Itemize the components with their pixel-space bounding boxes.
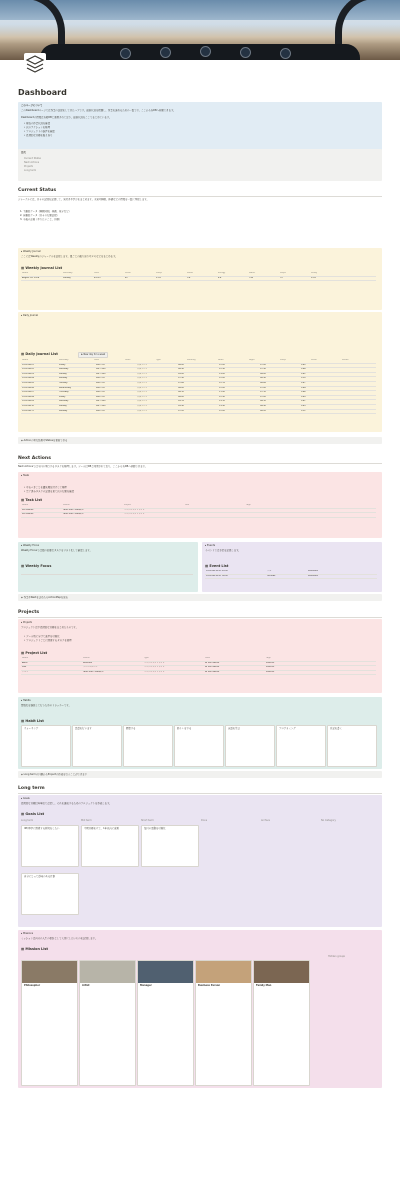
page-title: Dashboard [18, 88, 67, 97]
habit-list-db-title[interactable]: ▦ Habit List [21, 719, 44, 723]
cell: Friday [59, 363, 66, 366]
divider [21, 574, 193, 575]
board-column-header[interactable]: Short term [141, 819, 154, 822]
cell: 0.44 [301, 386, 306, 389]
col-header[interactable]: Energy [218, 272, 226, 274]
task-table [21, 504, 376, 518]
cover-image [0, 0, 400, 60]
board-column-header[interactable]: Done [201, 819, 208, 822]
cell: 07:00 [260, 363, 266, 366]
col-header[interactable]: Weekday [63, 272, 73, 274]
habit-card-title: 英語を学ぶ [228, 727, 240, 730]
daily-journal-callout [18, 312, 382, 432]
cell: Sunday [59, 372, 67, 375]
divider [18, 196, 382, 197]
goal-card-title: 中期目標を立て、1年以内に成果 [84, 827, 119, 830]
col-header[interactable]: Type [156, 359, 161, 361]
cell: 日次ライフ [137, 391, 148, 394]
cell: Sat / Sun [96, 400, 106, 403]
cell: Monday [59, 409, 68, 412]
mission-card-title: Family Man [256, 984, 272, 987]
weekly-journal-callout [18, 248, 382, 310]
col-header[interactable]: Tags [246, 504, 251, 506]
task-list-db-title[interactable]: ▦ Task List [21, 498, 42, 502]
about-intro: このDashboardページでは作業の記録をしてきたハブです。最新状況を把握し、作業を進めるための一覧です。ここから各DBへ移動できます。 [21, 109, 176, 112]
section-heading-projects: Projects [18, 610, 40, 615]
habit-card[interactable] [72, 725, 122, 767]
cell: 2025/08/16 Fri 09:00 [206, 570, 228, 572]
mission-card[interactable] [137, 960, 194, 1086]
goal-card[interactable] [21, 873, 79, 915]
cell: 09:00 [178, 372, 184, 375]
status-callout-text: ◈ Actionの実行結果やStatusを更新できる [21, 438, 68, 442]
mission-cover-image [196, 961, 251, 983]
cell: 日次ライフ [137, 368, 148, 371]
cell: 97/4 [311, 276, 316, 279]
col-header[interactable]: Score [311, 359, 317, 361]
cell: 2025/08/10 [22, 404, 34, 407]
cell: Mon / Fri [96, 386, 105, 389]
board-column-header[interactable]: Long term [21, 819, 34, 822]
toc-link-long-term[interactable]: Long term [24, 169, 37, 172]
cell: 8.4 [218, 276, 222, 279]
cell: Mon / Fri [96, 381, 105, 384]
cell: 予定 [267, 570, 272, 572]
cell: 日次ライフ [137, 372, 148, 375]
gauge-icon [280, 48, 291, 59]
mission-card-title: Philosopher [24, 984, 41, 987]
mission-card-title: Artist [82, 984, 90, 987]
cell: 22:00 [219, 377, 225, 380]
missions-callout [18, 930, 382, 1088]
cell: YouTube [267, 574, 276, 577]
cell: 08:30 [178, 368, 184, 371]
cell: Mon / Fri [96, 377, 105, 380]
cell: 0.45 [301, 363, 306, 366]
cell: TaskClear Cloud開発 [63, 513, 84, 516]
cell: IN PROGRESS [205, 666, 220, 669]
col-header[interactable]: Done [125, 359, 131, 361]
table-row[interactable] [21, 410, 376, 415]
cell: 日次ライフ [137, 381, 148, 384]
tasks-bullet: • やるべきことを優先順位付けして整理 [24, 486, 67, 489]
habit-card[interactable] [276, 725, 326, 767]
cell: Milestone [308, 570, 318, 572]
about-line: Dashboardの情報は各種DBと連携されており、最新状況をここでまとめています。 [21, 116, 112, 119]
goal-card[interactable] [81, 825, 139, 867]
goals-db-title[interactable]: ▦ Goals List [21, 812, 45, 816]
cell: Mon / Fri [96, 409, 105, 412]
tasks-label: ▸ Tasks [21, 474, 30, 477]
cell: 07:30 [260, 368, 266, 371]
goal-card[interactable] [21, 825, 79, 867]
col-header[interactable]: Name [22, 504, 29, 506]
projects-bullet: • プロジェクトごとに関連するタスクを管理 [24, 639, 72, 642]
cell: 08:00 [178, 363, 184, 366]
cell: ワンプロダクトライフ [124, 513, 145, 516]
cell: TaskClear Cloud開発 [63, 508, 84, 511]
cell: 0.52 [301, 409, 306, 412]
mission-card[interactable] [253, 960, 310, 1086]
mission-card[interactable] [195, 960, 252, 1086]
cell: Mon / Fri [96, 395, 105, 398]
habit-card-title: 読書を行います [75, 727, 92, 730]
mission-cover-image [22, 961, 77, 983]
tasks-callout [18, 472, 382, 538]
habit-card-title: 筋トレをする [177, 727, 192, 730]
col-header[interactable]: Status [83, 657, 90, 659]
cell: 08:10 [260, 400, 266, 403]
about-bullet: • プロジェクトの進捗を確認 [24, 130, 55, 133]
col-header[interactable]: Name [22, 359, 29, 361]
cell: 2025/08/06 [22, 386, 34, 389]
events-desc: イベントでは予定を記録します。 [205, 549, 241, 552]
toc-header: 目次 [21, 151, 26, 154]
cell: ワンプロダクトライフ [144, 670, 165, 673]
col-header[interactable]: Sleep [156, 272, 162, 274]
cell: Saturday [59, 368, 69, 371]
col-header[interactable]: Sleep [280, 359, 286, 361]
section-heading-long-term: Long term [18, 786, 45, 791]
cell: 日次ライフ [137, 404, 148, 407]
cell: Aoria [22, 661, 28, 664]
cell: 83.9/2 [94, 276, 101, 279]
mission-card-title: Business Person [198, 984, 221, 987]
cell: 09:30 [178, 404, 184, 407]
goals-desc: 長期的な目標は年単位で設定し、それを達成するためのプロジェクトを作成します。 [21, 802, 112, 805]
about-bullet: • 長期的な目標を振り返り [24, 134, 53, 137]
col-header[interactable]: Night [249, 359, 255, 361]
table-row[interactable] [21, 671, 376, 676]
current-status-desc: ジャーナルには、日々の記録を記録して、気付きや学びをまとめます。天気や睡眠、体調などの情報を一覧に登録します。 [18, 198, 149, 201]
col-header[interactable]: Weekday [59, 359, 69, 361]
project-callout-text: ◈ Long termの目標からProjectの作成を行うことができます [21, 772, 88, 776]
cell: 2025/08/03 [22, 372, 34, 375]
col-header[interactable]: Project [124, 504, 132, 506]
toc-link-current-status[interactable]: Current Status [24, 157, 42, 160]
mission-card-title: Manager [140, 984, 152, 987]
mission-card[interactable] [21, 960, 78, 1086]
cell: 2025/08/04 [22, 377, 34, 380]
toc-block [18, 149, 382, 181]
weekly-focus-db-title[interactable]: ▦ Weekly Focus [21, 564, 52, 568]
numbered-item: 1. 主観的データ（睡眠時間、体調、気分など） [20, 210, 71, 213]
cell: Reaction [83, 661, 93, 664]
habits-callout [18, 697, 382, 769]
cell: 0.46 [301, 391, 306, 394]
cell: 日次ライフ [137, 400, 148, 403]
divider [18, 793, 382, 794]
habit-card-title: プログラミング [279, 727, 296, 730]
cell: 0.49 [301, 395, 306, 398]
col-header[interactable]: Due [185, 504, 190, 506]
cell: Sunday [63, 276, 71, 279]
habit-card[interactable] [123, 725, 173, 767]
cell: 0.41 [301, 400, 306, 403]
cell: Practice [266, 670, 275, 673]
col-header[interactable]: Date [94, 359, 99, 361]
cell: 08:00 [260, 372, 266, 375]
cell: ワンプロダクトライフ [144, 666, 165, 669]
project-table [21, 657, 376, 675]
weekly-focus-desc: Weekly Focusでは週の重要なタスクをリスト化して確認します。 [21, 549, 92, 552]
cell: Sat / Sun [96, 404, 106, 407]
mission-cover-image [254, 961, 309, 983]
table-row[interactable] [21, 277, 376, 282]
col-header[interactable]: Mood [187, 272, 193, 274]
habit-card[interactable] [327, 725, 377, 767]
cell: Thursday [59, 391, 69, 394]
gauge-icon [240, 47, 251, 58]
cell: 2025/08/09 [22, 400, 34, 403]
col-header[interactable]: Morning [187, 359, 196, 361]
cell: 08:00 [178, 395, 184, 398]
col-header[interactable]: Tags [266, 657, 271, 659]
habit-card-title: ウォーキング [24, 727, 39, 730]
goals-label: ▸ Goals [21, 797, 30, 800]
col-header[interactable]: Water [249, 272, 256, 274]
col-header[interactable]: Type [144, 657, 149, 659]
weekly-focus-callout [18, 542, 198, 592]
cell: 2025/08/07 [22, 391, 34, 394]
table-row[interactable] [21, 513, 376, 518]
weekly-journal-label: ▸ Weekly Journal [21, 250, 41, 253]
numbered-item: 2. 客観的データ（日々の行動記録） [20, 214, 59, 217]
goal-card[interactable] [141, 825, 199, 867]
cell: Sunday [59, 404, 67, 407]
cell: Practice [266, 666, 275, 669]
project-callout [18, 771, 382, 778]
cell: 2025/08/16 Fri 14:00 [206, 574, 228, 577]
layers-icon[interactable] [24, 53, 46, 75]
habits-label: ▸ Habits [21, 699, 31, 702]
weekly-journal-note: ここにはWeeklyのジャーナルを記録します。週ごとの振り返りやメモなどをまとめます。 [21, 255, 118, 258]
col-header[interactable]: Memo [342, 359, 349, 361]
cell: 2025/08/01 [22, 363, 34, 366]
projects-bullet: • ゴール別に分けて進捗を可視化 [24, 635, 60, 638]
gauge-icon [120, 48, 131, 59]
toc-link-projects[interactable]: Projects [24, 165, 34, 168]
daily-journal-label: ▸ Daily Journal [21, 314, 39, 317]
cell: 日次ライフ [137, 395, 148, 398]
divider [18, 463, 382, 464]
section-heading-current-status: Current Status [18, 188, 57, 193]
missions-label: ▸ Missions [21, 932, 34, 935]
col-header[interactable]: Noon [218, 359, 224, 361]
cell: Monday [59, 377, 68, 380]
cell: Milestone [308, 574, 318, 577]
cell: IN PROGRESS [205, 670, 220, 673]
cell: 0.47 [301, 381, 306, 384]
col-header[interactable]: Name [22, 272, 29, 274]
col-header[interactable]: Name [22, 657, 29, 659]
habit-card[interactable] [225, 725, 275, 767]
cell: 08:10 [178, 391, 184, 394]
cell: 日次ライフ [137, 363, 148, 366]
tasks-bullet: • 完了済みタスクの記録を見て次の行動を確認 [24, 490, 74, 493]
board-column-header[interactable]: Mid term [81, 819, 92, 822]
cell: Practice [266, 661, 275, 664]
projects-callout [18, 619, 382, 693]
cell: 2025/08/08 [22, 395, 34, 398]
toc-link-next-actions[interactable]: Next Actions [24, 161, 40, 164]
board-column-header[interactable]: No Category [321, 819, 336, 822]
cell: 57/4 [156, 276, 161, 279]
cell: 23:10 [219, 400, 225, 403]
cell: 日次ライフ [137, 377, 148, 380]
next-callout-text: ◈ 作業やNextを決めたらActionMapを見る [21, 595, 69, 599]
weekly-focus-label: ▸ Weekly Focus [21, 544, 40, 547]
status-callout [18, 437, 382, 444]
cell: 08:00 [178, 386, 184, 389]
cell: 2025/08/02 [22, 368, 34, 371]
about-header: このページについて [21, 104, 43, 107]
cell: 22:00 [219, 386, 225, 389]
cell: Saturday [59, 400, 69, 403]
board-column-header[interactable]: Archive [261, 819, 270, 822]
cell: Friday [59, 395, 66, 398]
new-day-button[interactable]: ✚ New day for a week [78, 352, 108, 358]
gauge-icon [160, 47, 171, 58]
habit-card-title: 瞑想する [126, 727, 136, 730]
col-header[interactable]: Steps [280, 272, 286, 274]
cell: 754 [249, 276, 253, 279]
cell: 1/4 [187, 276, 191, 279]
cell: PROGRESS [22, 508, 34, 511]
cell: 23:30 [219, 404, 225, 407]
project-list-db-title[interactable]: ▦ Project List [21, 651, 48, 655]
mission-card[interactable] [79, 960, 136, 1086]
cell: 22:30 [219, 368, 225, 371]
cell: 21:50 [219, 391, 225, 394]
col-header[interactable]: Score [125, 272, 131, 274]
table-row[interactable] [205, 575, 377, 580]
events-label: ▸ Events [205, 544, 216, 547]
cell: 09:15 [178, 400, 184, 403]
next-callout [18, 594, 382, 601]
mission-cover-image [138, 961, 193, 983]
cell: 06:20 [260, 409, 266, 412]
cell: 07:00 [260, 386, 266, 389]
cell: 2025/08/05 [22, 381, 34, 384]
mission-list-db-title[interactable]: ▦ Mission List [21, 947, 49, 951]
cell: 22:00 [219, 409, 225, 412]
next-actions-desc: Next Actionsでは今日の実行するタスクを整理します。ツールはDBと同期されており、ここから各DBへ移動できます。 [18, 465, 148, 468]
about-bullet: • 次のアクションを整理 [24, 126, 50, 129]
hidden-groups[interactable]: Hidden groups [328, 955, 346, 958]
cell: 0.48 [301, 368, 306, 371]
cell: IN PROGRESS [205, 661, 220, 664]
cell: 0.50 [301, 377, 306, 380]
numbered-item: 3. 今後の計画（やりたいこと、目標） [20, 218, 62, 221]
event-table [205, 570, 377, 579]
cell: テスト [22, 670, 29, 673]
goal-card-title: 毎日の活動を可視化 [144, 827, 166, 830]
goals-callout [18, 795, 382, 927]
goal-card-title: 自分にとって意味のある仕事 [24, 875, 56, 878]
cell: August 18, 2024 [22, 276, 40, 279]
cell: 07:45 [178, 381, 184, 384]
cell: 日次ライフ [137, 386, 148, 389]
cell: Mon / Fri [96, 391, 105, 394]
cell: Wednesday [59, 386, 72, 389]
cell: Sat / Sun [96, 372, 106, 375]
cell: ライフスタイル [83, 666, 98, 669]
col-header[interactable]: Date [205, 657, 210, 659]
cell: 22:30 [219, 395, 225, 398]
cell: 22:00 [219, 363, 225, 366]
gauge-icon [200, 46, 211, 57]
cell: 07:20 [178, 409, 184, 412]
about-bullet: • 現在の作業状況を確認 [24, 122, 51, 125]
cell: 07:10 [260, 391, 266, 394]
habit-card[interactable] [174, 725, 224, 767]
habits-desc: 習慣化を継続して行うためのトラッカーです。 [21, 704, 71, 707]
cell: Sat / Sun [96, 368, 106, 371]
cell: 日次ライフ [137, 409, 148, 412]
cell: 0.43 [301, 404, 306, 407]
cell: 70 [280, 276, 283, 279]
projects-desc: プロジェクトは中長期的な目標をまとめたものです。 [21, 626, 79, 629]
daily-journal-db-title[interactable]: ▦ Daily Journal List [21, 352, 58, 356]
event-list-db-title[interactable]: ▦ Event List [205, 564, 229, 568]
cell: 0.42 [301, 372, 306, 375]
goal-card-title: IKT/印字に関係する研究をしたい [24, 827, 60, 830]
events-callout [202, 542, 382, 592]
cell: Tuesday [59, 381, 68, 384]
cell: ワンプロダクトライフ [144, 661, 165, 664]
divider [18, 617, 382, 618]
mission-cover-image [80, 961, 135, 983]
cell: PROGRESS [22, 513, 34, 516]
cell: SNS [22, 666, 27, 669]
cell: 2025/08/11 [22, 409, 34, 412]
missions-desc: ミッションは自分の人生の指針として大切にしたいものを記録します。 [21, 937, 98, 940]
cell: Mon / Fri [96, 363, 105, 366]
cell: TaskClear Cloud開発 [83, 670, 104, 673]
weekly-journal-db-title[interactable]: ▦ Weekly Journal List [21, 266, 63, 270]
habit-card[interactable] [21, 725, 71, 767]
cell: 07:00 [260, 395, 266, 398]
cell: 07:30 [178, 377, 184, 380]
daily-journal-table [21, 359, 376, 414]
section-heading-next-actions: Next Actions [18, 456, 51, 461]
projects-label: ▸ Projects [21, 621, 33, 624]
col-header[interactable]: Status [63, 504, 70, 506]
col-header[interactable]: Study [311, 272, 317, 274]
weekly-journal-table [21, 272, 376, 281]
cell: 23:00 [219, 372, 225, 375]
col-header[interactable]: Date [94, 272, 99, 274]
cell: 82 [125, 276, 128, 279]
cell: 06:30 [260, 377, 266, 380]
cell: 08:30 [260, 404, 266, 407]
cell: 22:15 [219, 381, 225, 384]
cell: 06:45 [260, 381, 266, 384]
cell: ワンプロダクトライフ [124, 508, 145, 511]
habit-card-title: 日記を書く [330, 727, 342, 730]
